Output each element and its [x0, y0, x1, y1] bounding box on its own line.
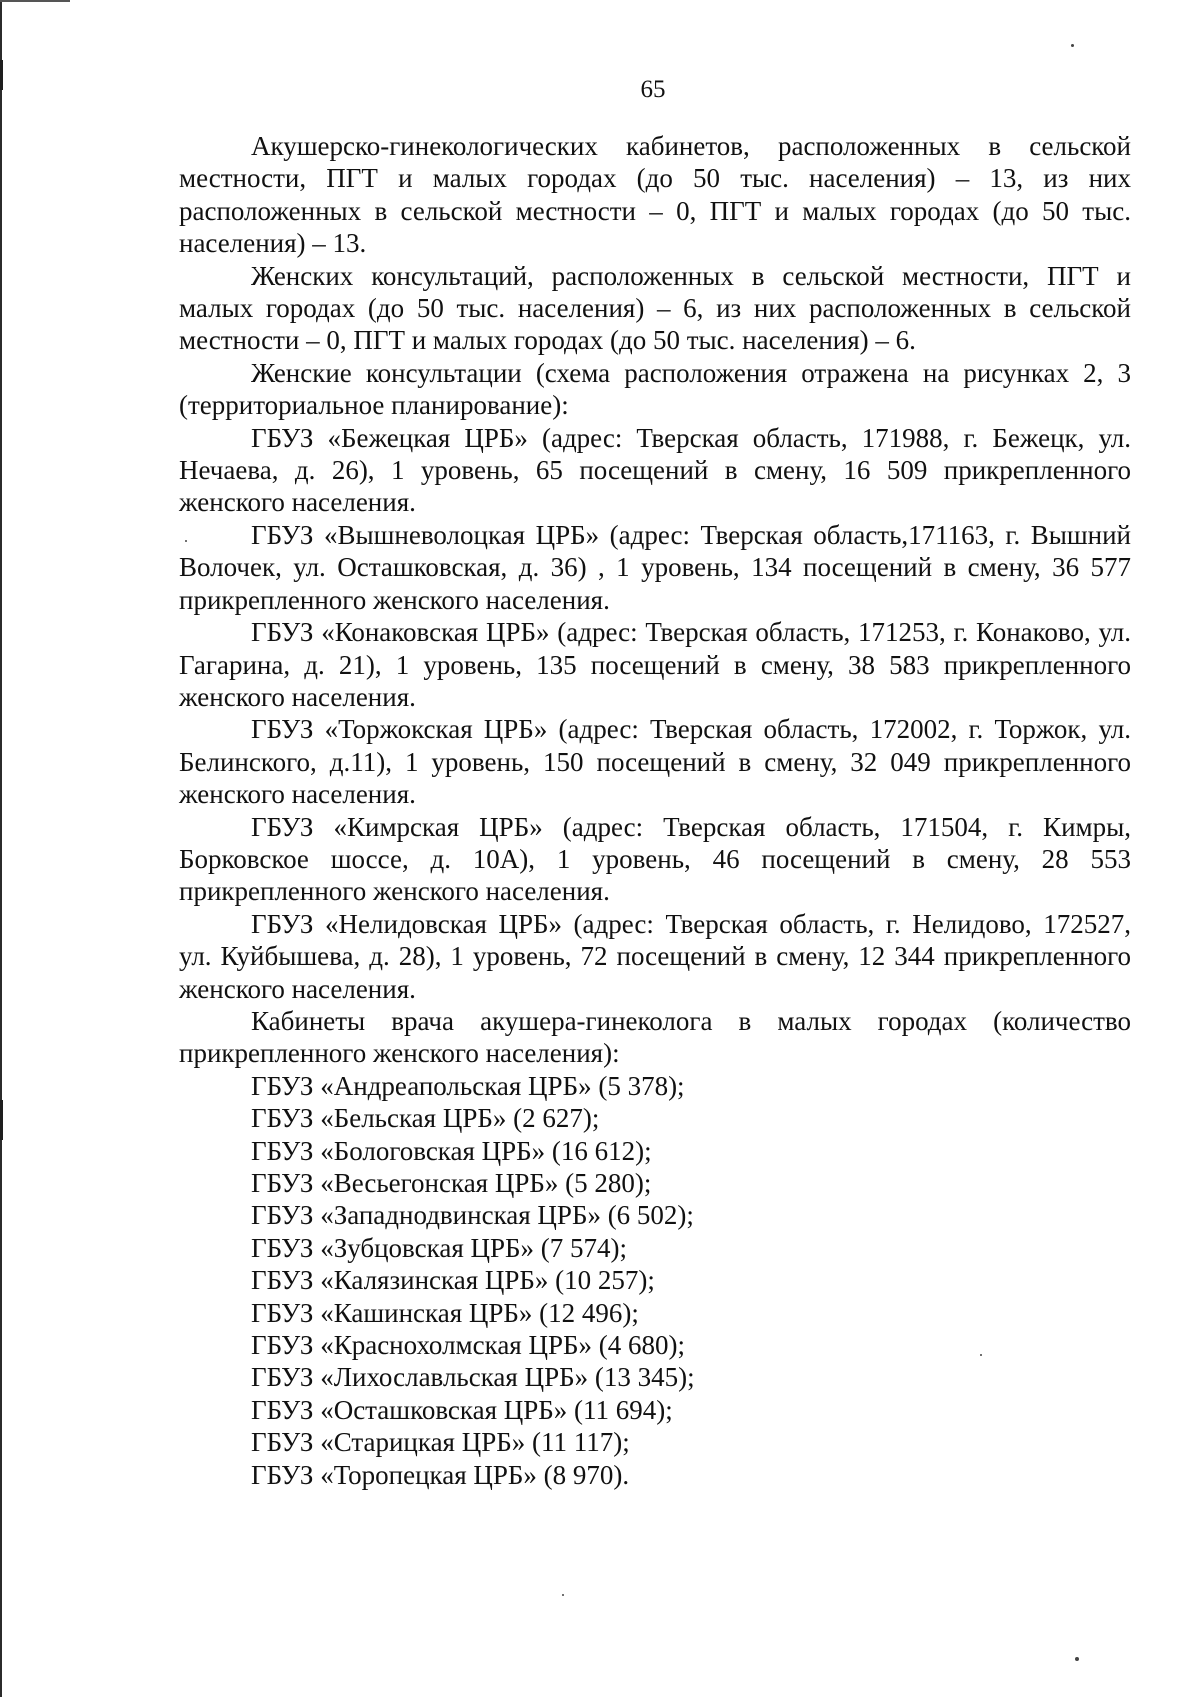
scan-speck	[980, 1354, 982, 1356]
list-item: ГБУЗ «Андреапольская ЦРБ» (5 378);	[251, 1070, 685, 1101]
list-item: ГБУЗ «Кашинская ЦРБ» (12 496);	[251, 1297, 639, 1328]
scan-speck	[562, 1594, 564, 1596]
list-item: ГБУЗ «Зубцовская ЦРБ» (7 574);	[251, 1232, 627, 1263]
list-item: ГБУЗ «Торопецкая ЦРБ» (8 970).	[251, 1459, 630, 1490]
list-item: ГБУЗ «Осташковская ЦРБ» (11 694);	[251, 1394, 673, 1425]
list-item: ГБУЗ «Лихославльская ЦРБ» (13 345);	[251, 1362, 695, 1393]
paragraph-obgyn-rooms: Акушерско-гинекологических кабинетов, расположенных в сельской местности, ПГТ и малых городах (до 50 тыс. населения) – 13, из них расположенных в сельской местности – 0, ПГТ и малых городах (до 50 тыс. населения) – 13.	[179, 131, 1131, 259]
list-item: ГБУЗ «Бологовская ЦРБ» (16 612);	[251, 1135, 652, 1166]
list-item: ГБУЗ «Калязинская ЦРБ» (10 257);	[251, 1265, 655, 1296]
scan-speck	[1075, 1657, 1079, 1661]
paragraph-nelidovo: ГБУЗ «Нелидовская ЦРБ» (адрес: Тверская область, г. Нелидово, 172527, ул. Куйбышева, д. 28), 1 уровень, 72 посещений в смену, 12 344 прикрепленного женского населения.	[179, 908, 1131, 1004]
paragraph-konakovo: ГБУЗ «Конаковская ЦРБ» (адрес: Тверская область, 171253, г. Конаково, ул. Гагарина, д. 21), 1 уровень, 135 посещений в смену, 38 583 прикрепленного женского населения.	[179, 617, 1131, 712]
document-body	[179, 130, 1131, 1491]
paragraph-bezhetsk: ГБУЗ «Бежецкая ЦРБ» (адрес: Тверская область, 171988, г. Бежецк, ул. Нечаева, д. 26), 1 уровень, 65 посещений в смену, 16 509 прикрепленного женского населения.	[179, 422, 1131, 518]
list-item: ГБУЗ «Старицкая ЦРБ» (11 117);	[251, 1427, 630, 1458]
paragraph-small-towns-heading: Кабинеты врача акушера-гинеколога в малых городах (количество прикрепленного женского населения):	[179, 1005, 1131, 1069]
list-item: ГБУЗ «Западнодвинская ЦРБ» (6 502);	[251, 1200, 694, 1231]
paragraph-womens-consultations: Женских консультаций, расположенных в сельской местности, ПГТ и малых городах (до 50 тыс. населения) – 6, из них расположенных в сельской местности – 0, ПГТ и малых городах (до 50 тыс. населения) – 6.	[179, 260, 1131, 356]
scan-top-line	[0, 0, 70, 2]
list-item: ГБУЗ «Краснохолмская ЦРБ» (4 680);	[251, 1330, 685, 1361]
list-item: ГБУЗ «Весьегонская ЦРБ» (5 280);	[251, 1168, 652, 1198]
clinic-list	[179, 1070, 1131, 1491]
paragraph-kimry: ГБУЗ «Кимрская ЦРБ» (адрес: Тверская область, 171504, г. Кимры, Борковское шоссе, д. 10А), 1 уровень, 46 посещений в смену, 28 553 прикрепленного женского населения.	[179, 811, 1131, 907]
scan-speck	[1071, 44, 1074, 47]
scan-edge-mark	[0, 1100, 3, 1140]
paragraph-vyshnevolotsk: ГБУЗ «Вышневолоцкая ЦРБ» (адрес: Тверская область,171163, г. Вышний Волочек, ул. Осташковская, д. 36) , 1 уровень, 134 посещений в смену, 36 577 прикрепленного женского населения.	[179, 519, 1131, 615]
paragraph-consultations-heading: Женские консультации (схема расположения отражена на рисунках 2, 3 (территориальное планирование):	[179, 357, 1131, 421]
page-number: 65	[640, 76, 666, 103]
scan-edge	[0, 0, 2, 1697]
paragraph-torzhok: ГБУЗ «Торжокская ЦРБ» (адрес: Тверская область, 172002, г. Торжок, ул. Белинского, д.11), 1 уровень, 150 посещений в смену, 32 049 прикрепленного женского населения.	[179, 714, 1131, 810]
scan-speck	[185, 540, 187, 542]
list-item: ГБУЗ «Бельская ЦРБ» (2 627);	[251, 1103, 600, 1134]
